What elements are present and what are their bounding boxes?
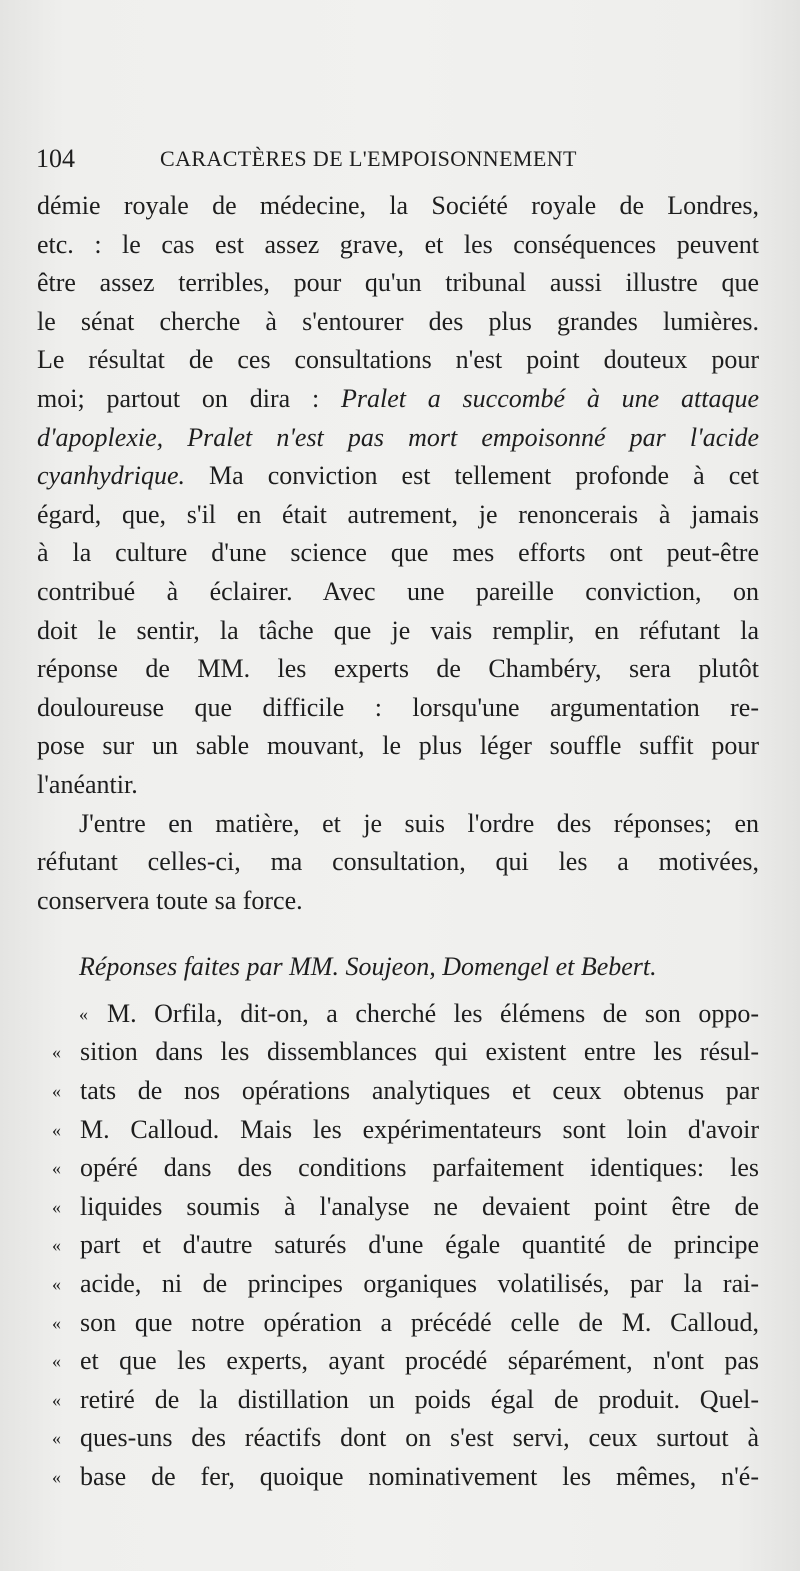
quote-mark: « bbox=[52, 1158, 61, 1179]
quote-text: M. Orfila, dit-on, a cherché les élémens de son oppo- bbox=[107, 998, 759, 1028]
text-line bbox=[37, 419, 759, 458]
quote-mark: « bbox=[52, 1235, 61, 1256]
quote-text: part et d'autre saturés d'une égale quantité de principe bbox=[80, 1230, 759, 1260]
quote-text: acide, ni de principes organiques volatilisés, par la rai- bbox=[80, 1269, 759, 1299]
quote-mark: « bbox=[79, 1003, 88, 1024]
quote-line bbox=[37, 1419, 759, 1458]
quote-mark: « bbox=[52, 1042, 61, 1063]
text-run: Ma conviction est tellement profonde à cet bbox=[185, 461, 759, 491]
text-line: douloureuse que difficile : lorsqu'une argumentation re- bbox=[37, 692, 759, 722]
running-title: CARACTÈRES DE L'EMPOISONNEMENT bbox=[160, 146, 577, 171]
quote-mark: « bbox=[52, 1428, 61, 1449]
quote-text: liquides soumis à l'analyse ne devaient point être de bbox=[80, 1191, 759, 1221]
quote-line bbox=[37, 1342, 759, 1381]
text-line: J'entre en matière, et je suis l'ordre des réponses; en bbox=[79, 808, 759, 838]
quote-text: ques-uns des réactifs dont on s'est servi, ceux surtout à bbox=[80, 1423, 759, 1453]
body-text bbox=[37, 187, 759, 1497]
paragraph-gap bbox=[37, 920, 759, 948]
text-line: réfutant celles-ci, ma consultation, qui les a motivées, bbox=[37, 847, 759, 877]
text-line: à la culture d'une science que mes efforts ont peut-être bbox=[37, 538, 759, 568]
page-header bbox=[36, 144, 756, 174]
text-line: le sénat cherche à s'entourer des plus grandes lumières. bbox=[37, 306, 759, 336]
quote-line bbox=[37, 995, 759, 1034]
text-line bbox=[37, 380, 759, 419]
text-line: démie royale de médecine, la Société royale de Londres, bbox=[37, 191, 759, 220]
quote-text: tats de nos opérations analytiques et ceux obtenus par bbox=[80, 1076, 759, 1106]
paragraph-gap bbox=[37, 987, 759, 995]
quote-line bbox=[37, 1458, 759, 1497]
quote-mark: « bbox=[52, 1274, 61, 1295]
quote-line bbox=[37, 1265, 759, 1304]
text-line: pose sur un sable mouvant, le plus léger souffle suffit pour bbox=[37, 731, 759, 761]
quote-line bbox=[37, 1033, 759, 1072]
quote-mark: « bbox=[52, 1196, 61, 1217]
italic-text-run: cyanhydrique. bbox=[37, 461, 186, 491]
quote-mark: « bbox=[52, 1389, 61, 1410]
quote-text: base de fer, quoique nominativement les mêmes, n'é- bbox=[80, 1462, 759, 1491]
quote-mark: « bbox=[52, 1119, 61, 1140]
quote-mark: « bbox=[52, 1081, 61, 1102]
text-line: Le résultat de ces consultations n'est point douteux pour bbox=[37, 345, 759, 375]
text-line: contribué à éclairer. Avec une pareille conviction, on bbox=[37, 576, 759, 606]
italic-text-run: Pralet a succombé à une attaque bbox=[340, 383, 759, 413]
text-line: etc. : le cas est assez grave, et les conséquences peuvent bbox=[37, 229, 759, 259]
quote-line bbox=[37, 1381, 759, 1420]
text-line: égard, que, s'il en était autrement, je renoncerais à jamais bbox=[37, 499, 759, 529]
quote-line bbox=[37, 1188, 759, 1227]
quote-line bbox=[37, 1111, 759, 1150]
text-line: être assez terribles, pour qu'un tribunal aussi illustre que bbox=[37, 268, 759, 298]
text-line bbox=[37, 457, 759, 496]
text-line: l'anéantir. bbox=[37, 769, 138, 799]
quote-text: sition dans les dissemblances qui existent entre les résul- bbox=[80, 1037, 759, 1067]
quote-mark: « bbox=[52, 1351, 61, 1372]
quote-line bbox=[37, 1226, 759, 1265]
quote-line bbox=[37, 1304, 759, 1343]
quote-text: et que les experts, ayant procédé séparément, n'ont pas bbox=[80, 1346, 759, 1376]
quote-mark: « bbox=[52, 1467, 61, 1487]
text-line: doit le sentir, la tâche que je vais remplir, en réfutant la bbox=[37, 615, 759, 645]
text-line: conservera toute sa force. bbox=[37, 885, 303, 915]
quote-text: opéré dans des conditions parfaitement identiques: les bbox=[80, 1153, 759, 1183]
text-run: moi; partout on dira : bbox=[37, 383, 341, 413]
quote-line bbox=[37, 1072, 759, 1111]
section-title: Réponses faites par MM. Soujeon, Domengel et Bebert. bbox=[79, 952, 657, 982]
quote-text: M. Calloud. Mais les expérimentateurs sont loin d'avoir bbox=[80, 1114, 759, 1144]
page-number: 104 bbox=[36, 144, 75, 173]
quote-text: son que notre opération a précédé celle de M. Calloud, bbox=[80, 1307, 759, 1337]
quote-mark: « bbox=[52, 1312, 61, 1333]
italic-text-run: d'apoplexie, Pralet n'est pas mort empoisonné par l'acide bbox=[37, 422, 759, 452]
quote-line bbox=[37, 1149, 759, 1188]
quote-text: retiré de la distillation un poids égal de produit. Quel- bbox=[80, 1384, 759, 1414]
text-line: réponse de MM. les experts de Chambéry, sera plutôt bbox=[37, 654, 759, 684]
